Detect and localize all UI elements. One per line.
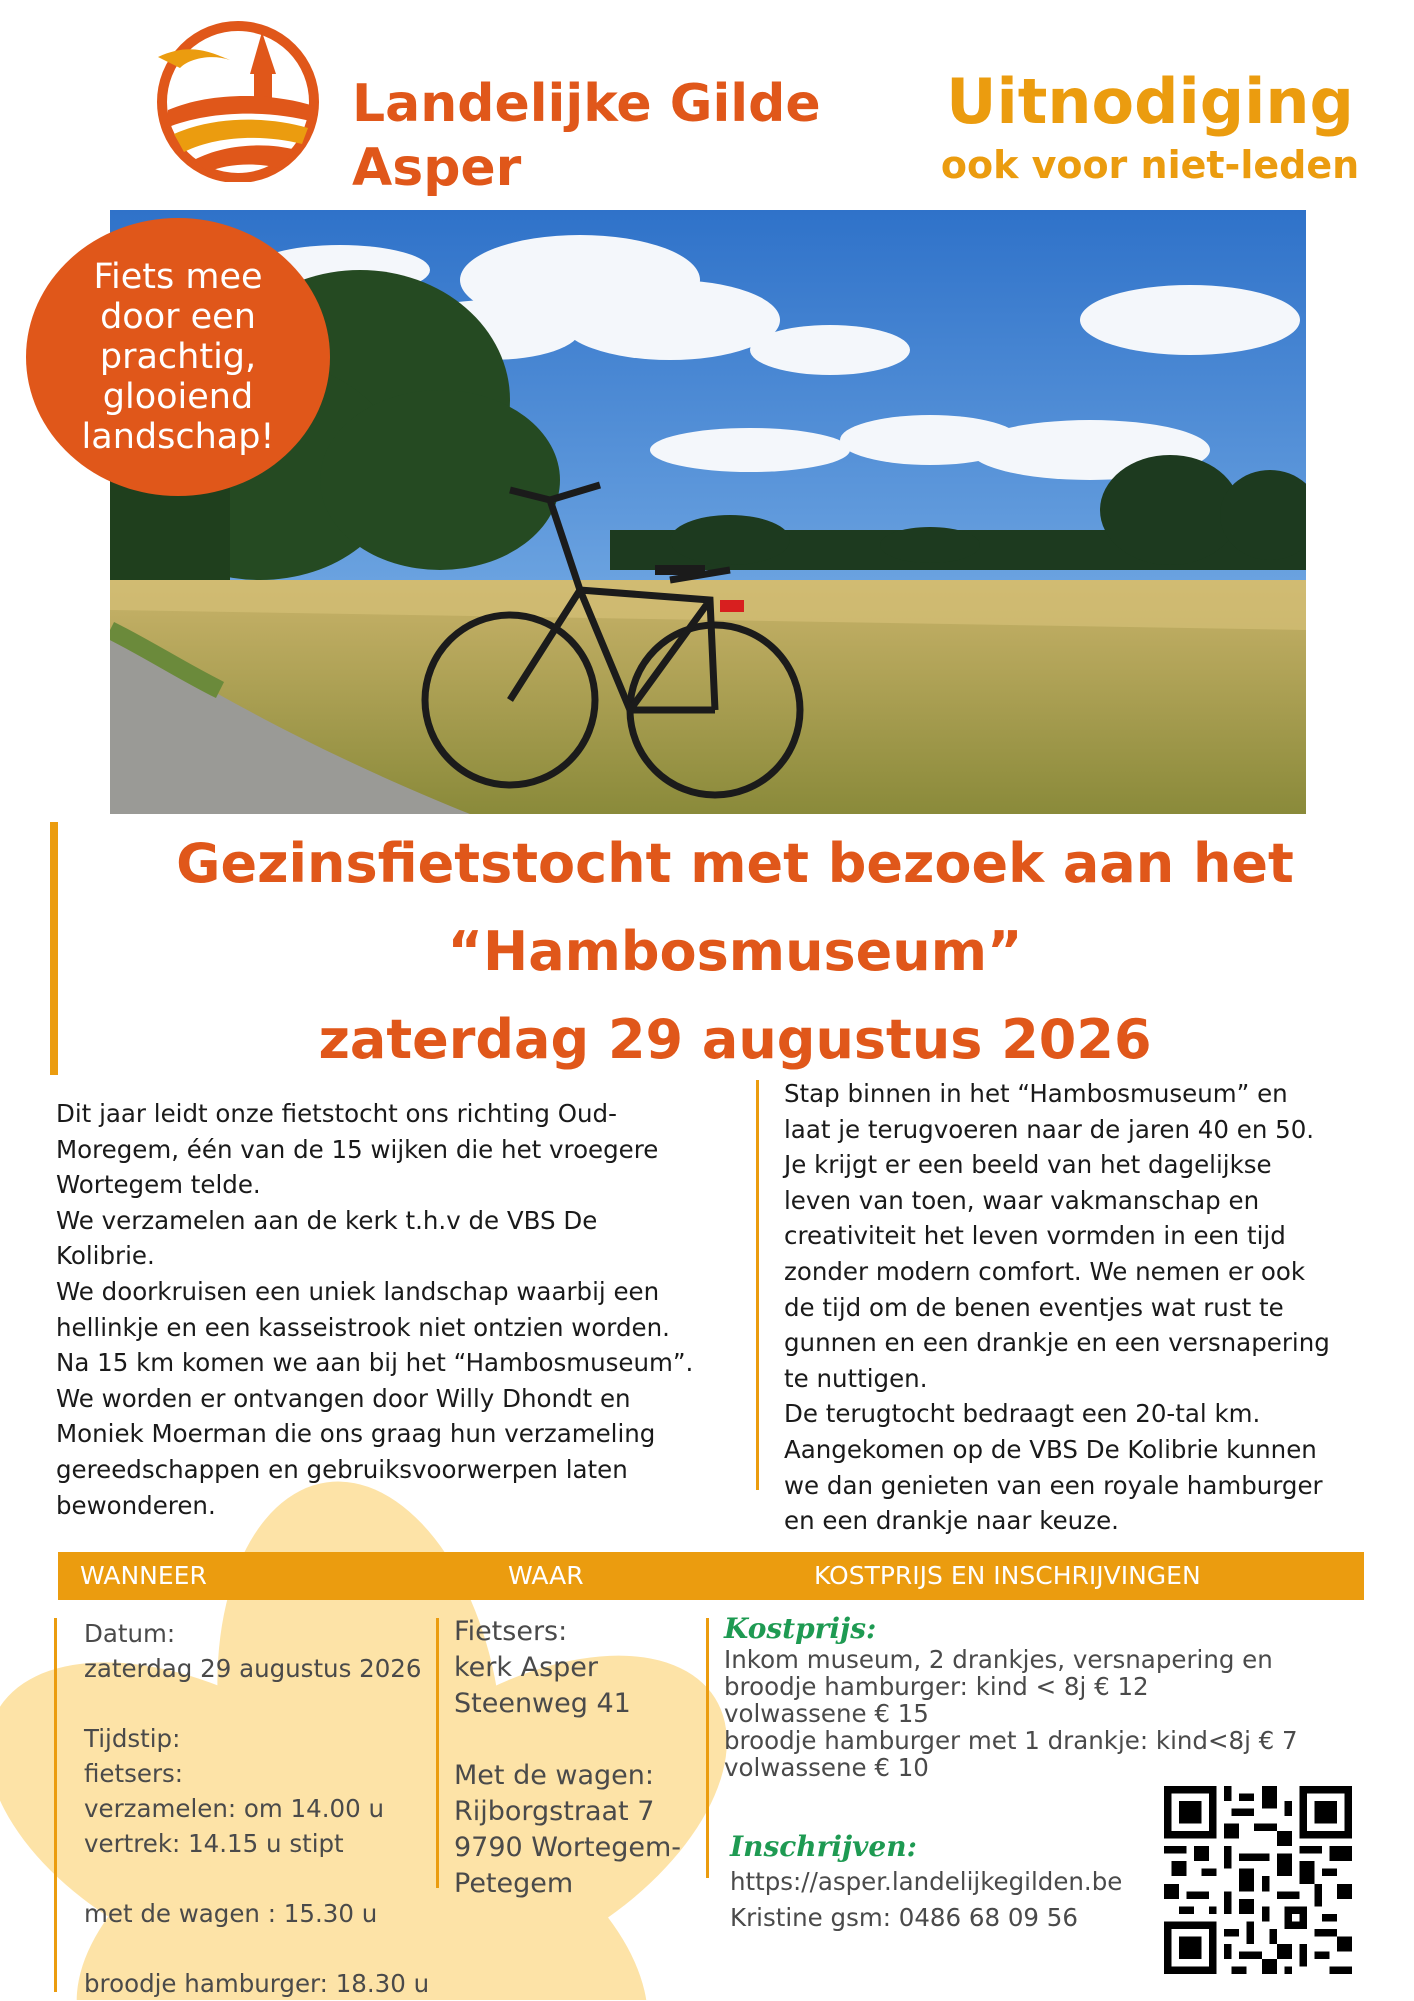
column-divider [756,1080,759,1490]
headline-line3: zaterdag 29 augustus 2026 [318,1008,1152,1071]
cost-details: Inkom museum, 2 drankjes, versnapering en broodje hamburger: kind < 8j € 12 volwassene € 15 broodje hamburger met 1 drankje: kind<8j € 7 volwassene € 10 [724,1645,1298,1782]
when-details: Datum: zaterdag 29 augustus 2026 Tijdstip: fietsers: verzamelen: om 14.00 u vertrek: 14.15 u stipt met de wagen : 15.30 u broodje hamburger: 18.30 u [84,1619,430,1998]
invitation-subtitle: ook voor niet-leden [940,143,1360,187]
info-header-bar [58,1552,1364,1600]
qr-code[interactable] [1164,1786,1352,1974]
landelijke-gilde-logo [150,12,332,182]
promo-badge-text: Fiets mee door een prachtig, glooiend landschap! [81,257,275,457]
body-text-right: Stap binnen in het “Hambosmuseum” en laat je terugvoeren naar de jaren 40 en 50. Je krijgt er een beeld van het dagelijkse leven van toen, waar vakmanschap en creativiteit het leven vormden in een tijd zonder modern comfort. We nemen er ook de tijd om de benen eventjes wat rust te gunnen en een drankje en een versnapering te nuttigen. De terugtocht bedraagt een 20-tal km. Aangekomen op de VBS De Kolibrie kunnen we dan genieten van een royale hamburger en een drankje naar keuze. [784,1079,1330,1536]
organization-name-line2: Asper [352,138,522,198]
headline-line1: Gezinsfietstocht met bezoek aan het [176,832,1294,895]
promo-badge [26,218,330,496]
where-details: Fietsers: kerk Asper Steenweg 41 Met de wagen: Rijborgstraat 7 9790 Wortegem- Petegem [454,1616,682,1899]
where-header: WAAR [508,1561,584,1590]
cost-heading: Kostprijs: [724,1612,877,1645]
headline-line2: “Hambosmuseum” [447,920,1023,983]
when-header: WANNEER [80,1561,207,1590]
invitation-heading [930,62,1370,188]
event-headline [70,820,1400,1084]
organization-name-line1: Landelijke Gilde [352,74,821,134]
when-divider [54,1618,57,1992]
invitation-title: Uitnodiging [946,65,1354,138]
organization-name [352,72,821,200]
body-text-left: Dit jaar leidt onze fietstocht ons richting Oud- Moregem, één van de 15 wijken die het vroegere Wortegem telde. We verzamelen aan de kerk t.h.v de VBS De Kolibrie. We doorkruisen een uniek landschap waarbij een hellinkje en een kasseistrook niet ontzien worden. Na 15 km komen we aan bij het “Hambosmuseum”. We worden er ontvangen door Willy Dhondt en Moniek Moerman die ons graag hun verzameling gereedschappen en gebruiksvoorwerpen laten bewonderen. [56,1099,694,1520]
headline-accent-bar [50,822,58,1075]
registration-details: https://asper.landelijkegilden.be Kristine gsm: 0486 68 09 56 [730,1867,1123,1932]
cost-header: KOSTPRIJS EN INSCHRIJVINGEN [814,1561,1201,1590]
registration-heading: Inschrijven: [730,1830,917,1863]
